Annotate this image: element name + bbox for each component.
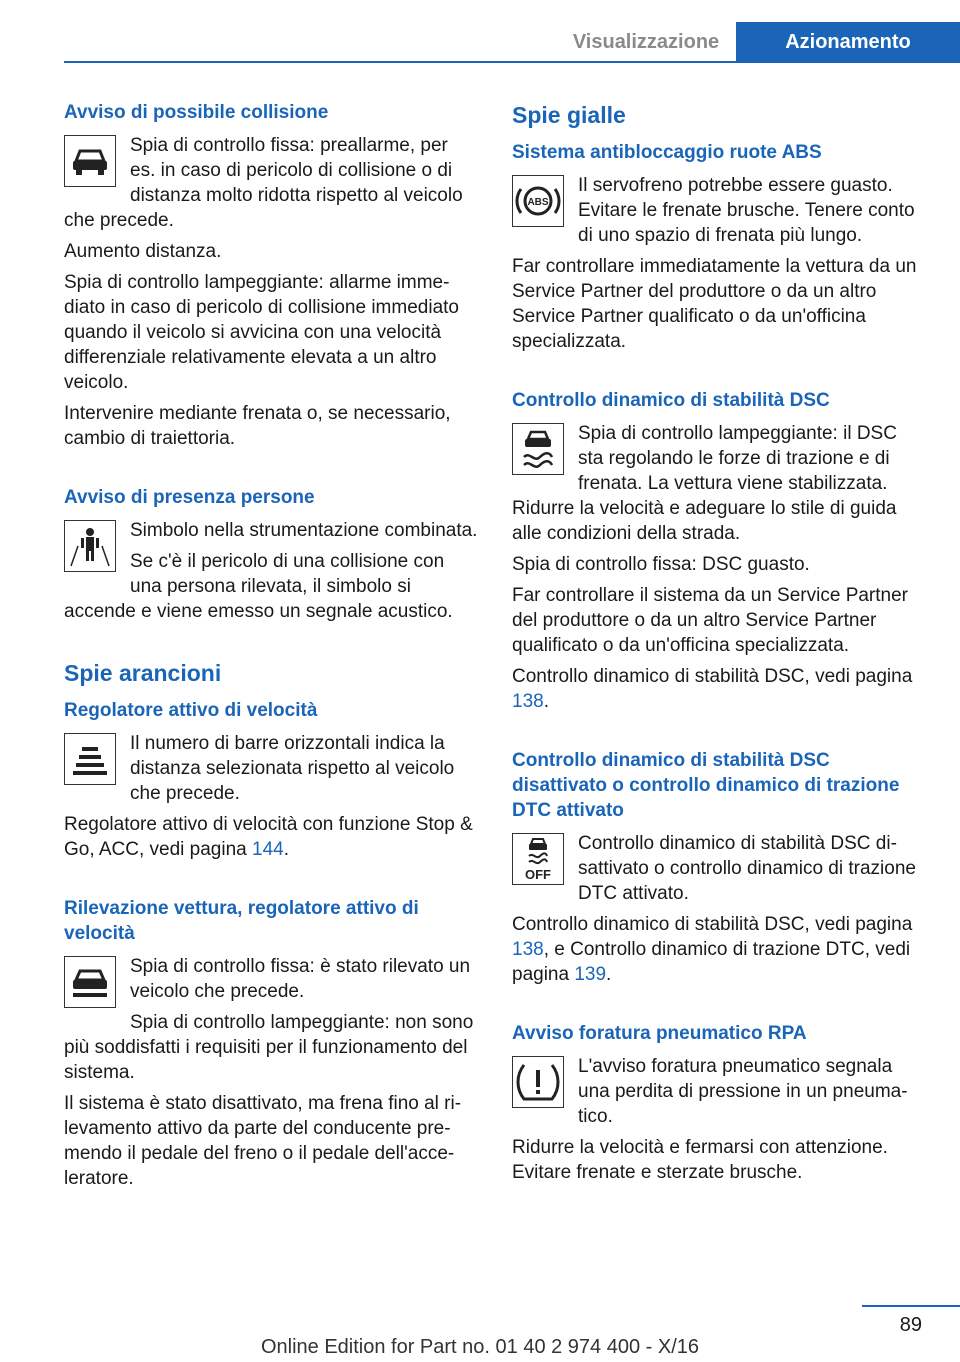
section-body <box>512 1054 926 1135</box>
person-warning-icon <box>64 520 116 572</box>
off-label: OFF <box>525 867 551 882</box>
abs-label: ABS <box>527 197 549 208</box>
paragraph: Regolatore attivo di velocità con funzione Stop & Go, ACC, vedi pagina 144. <box>64 814 473 860</box>
header-rule <box>64 61 960 63</box>
paragraph: Spia di controllo lampeggiante: non sono più soddisfatti i requisiti per il funzionamento del sistema. <box>64 1012 474 1083</box>
paragraph: Spia di controllo lampeggiante: allarme immediato in caso di pericolo di collisione immediato quando il veicolo si avvicina con una velocità differenziale relativamente elevata a un altro veicolo. <box>64 272 459 393</box>
section-body <box>64 954 478 1091</box>
section-title: Avviso di presenza persone <box>64 487 315 508</box>
paragraph: Controllo dinamico di stabilità DSC, vedi pagina 138, e Controllo dinamico di trazione DTC, vedi pagina 139. <box>512 914 913 985</box>
section-body <box>512 421 926 552</box>
paragraph: Spia di controllo fissa: è stato rilevato un veicolo che precede. <box>130 956 471 1002</box>
section-title: Regolatore attivo di velocità <box>64 700 318 721</box>
paragraph: Spia di controllo fissa: preallarme, per es. in caso di pericolo di collisione o di distanza molto ridotta rispetto al veicolo che precede. <box>64 135 463 231</box>
page-link-139[interactable]: 139 <box>574 964 607 985</box>
paragraph: Far controllare il sistema da un Service Partner del produttore o da un altro Service Partner qualificato o da un'officina specializzata. <box>512 585 908 656</box>
paragraph: Controllo dinamico di stabilità DSC, vedi pagina 138. <box>512 666 913 712</box>
section-title: Controllo dinamico di stabilità DSC disattivato o controllo dinamico di trazione DTC attivato <box>512 750 900 821</box>
paragraph: L'avviso foratura pneumatico segnala una perdita di pressione in un pneumatico. <box>578 1056 908 1127</box>
page-number: 89 <box>899 1314 922 1336</box>
distance-bars-icon <box>64 733 116 785</box>
abs-icon <box>512 175 564 227</box>
paragraph: Il servofreno potrebbe essere guasto. Evitare le frenate brusche. Tenere conto di uno spazio di frenata più lungo. <box>578 175 915 246</box>
section-body <box>64 731 478 812</box>
paragraph: Controllo dinamico di stabilità DSC disattivato o controllo dinamico di trazione DTC attivato. <box>578 833 916 904</box>
paragraph: Spia di controllo fissa: DSC guasto. <box>512 554 810 575</box>
paragraph: Spia di controllo lampeggiante: il DSC sta regolando le forze di trazione e di frenata. La vettura viene stabilizzata. Ridurre la velocità e adeguare lo stile di guida alle condizioni della strada. <box>512 423 897 544</box>
section-title: Rilevazione vettura, regolatore attivo di velocità <box>64 898 419 944</box>
paragraph: Se c'è il pericolo di una collisione con una persona rilevata, il simbolo si accende e viene emesso un segnale acustico. <box>64 551 453 622</box>
page-header <box>0 0 960 62</box>
section-heading: Spie arancioni <box>64 660 222 686</box>
section-title: Avviso foratura pneumatico RPA <box>512 1023 807 1044</box>
right-column <box>512 100 926 1191</box>
edition-footer: Online Edition for Part no. 01 40 2 974 400 - X/16 <box>260 1336 700 1358</box>
page-link-144[interactable]: 144 <box>252 839 284 860</box>
dsc-icon <box>512 423 564 475</box>
paragraph: Il sistema è stato disattivato, ma frena fino al rilevamento attivo da parte del conducente premendo il pedale del freno o il pedale dell'acceleratore. <box>64 1093 462 1189</box>
tab-visualizzazione[interactable]: Visualizzazione <box>572 31 720 53</box>
section-body <box>512 173 926 254</box>
paragraph: Ridurre la velocità e fermarsi con attenzione. Evitare frenate e sterzate brusche. <box>512 1137 888 1183</box>
section-body <box>64 133 478 239</box>
paragraph: Aumento distanza. <box>64 241 222 262</box>
page-link-138[interactable]: 138 <box>512 939 544 960</box>
vehicle-detected-icon <box>64 956 116 1008</box>
section-title: Controllo dinamico di stabilità DSC <box>512 390 830 411</box>
left-column <box>64 100 478 1197</box>
tab-azionamento[interactable]: Azionamento <box>736 22 960 62</box>
paragraph: Intervenire mediante frenata o, se necessario, cambio di traiettoria. <box>64 403 451 449</box>
paragraph: Il numero di barre orizzontali indica la distanza selezionata rispetto al veicolo che precede. <box>130 733 455 804</box>
paragraph: Far controllare immediatamente la vettura da un Service Partner del produttore o da un altro Service Partner qualificato o da un'officina specializzata. <box>512 256 917 352</box>
page-link-138[interactable]: 138 <box>512 691 544 712</box>
section-body <box>512 831 926 912</box>
section-title: Avviso di possibile collisione <box>64 102 329 123</box>
dsc-off-icon <box>512 833 564 885</box>
paragraph: Simbolo nella strumentazione combinata. <box>130 520 478 541</box>
footer-rule <box>862 1305 960 1307</box>
section-title: Sistema antibloccaggio ruote ABS <box>512 142 822 163</box>
section-heading: Spie gialle <box>512 102 626 128</box>
tire-pressure-icon <box>512 1056 564 1108</box>
section-body <box>64 518 478 630</box>
collision-warning-car-icon <box>64 135 116 187</box>
